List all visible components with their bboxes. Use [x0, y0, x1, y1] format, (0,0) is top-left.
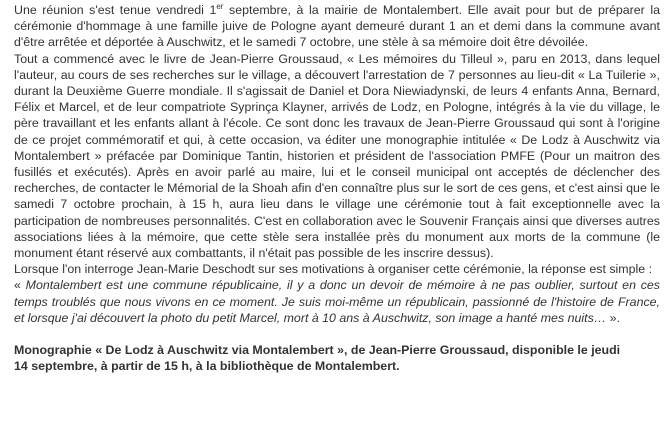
- interview-lead: Lorsque l'on interroge Jean-Marie Deschodt sur ses motivations à organiser cette cérémonie, la réponse est simple :: [14, 262, 653, 277]
- interview-paragraph: [14, 261, 660, 326]
- monograph-line-1: Monographie « De Lodz à Auschwitz via Montalembert », de Jean-Pierre Groussaud, disponible le jeudi: [14, 343, 621, 358]
- intro-paragraph: [14, 2, 660, 51]
- quote-close-mark: ».: [606, 310, 620, 325]
- intro-text-start: Une réunion s'est tenue vendredi 1: [14, 3, 217, 17]
- ordinal-superscript: er: [216, 1, 224, 11]
- history-paragraph: Tout a commencé avec le livre de Jean-Pierre Groussaud, « Les mémoires du Tilleul », paru en 2013, dans lequel l'auteur, au cours de ses recherches sur le village, a découvert l'arrestation de 7 personnes au lieu-dit « La Tuilerie », durant la Deuxième Guerre mondiale. Il s'agissait de Daniel et Dora Niewiadynski, de leurs 4 enfants Anna, Bernard, Félix et Marcel, et de leur compatriote Syprinça Klayner, arrivés de Lodz, en Pologne, intégrés à la vie du village, le père travaillant et les enfants allant à l'école. Ce sont donc les travaux de Jean-Pierre Groussaud qui sont à l'origine de ce projet commémoratif et qui, à cette occasion, va éditer une monographie intitulée « De Lodz à Auschwitz via Montalembert » préfacée par Dominique Tantin, historien et président de l'association PMFE (Pour un maitron des fusillés et exécutés). Après en avoir parlé au maire, lui et le conseil municipal ont acceptés de déclencher des recherches, de contacter le Mémorial de la Shoah afin d'en connaître plus sur le sort de ces gens, et c'est ainsi que le samedi 7 octobre prochain, à 15 h, aura lieu dans le village une cérémonie tout à fait exceptionnelle avec la participation de nombreuses personnalités. C'est en collaboration avec le Souvenir Français ainsi que diverses autres associations liées à la mémoire, que cette stèle sera installée près du monument aux morts de la commune (le monument étant réservé aux combattants, il n'était pas possible de les inscrire dessus).: [14, 51, 660, 261]
- mayor-quote: Montalembert est une commune républicaine, il y a donc un devoir de mémoire à ne pas oublier, surtout en ces temps troublés que nous vivons en ce moment. Je suis moi-même un républicain, passionné de l'histoire de France, et lorsque j'ai découvert la photo du petit Marcel, mort à 10 ans à Auschwitz, son image a hanté mes nuits…: [14, 278, 660, 325]
- monograph-line-2: 14 septembre, à partir de 15 h, à la bibliothèque de Montalembert.: [14, 359, 400, 374]
- intro-text-end: septembre, à la mairie de Montalembert. Elle avait pour but de préparer la cérémonie d'hommage à une famille juive de Pologne ayant demeuré durant 1 an et demi dans la commune avant d'être arrêtée et déportée à Auschwitz, et le samedi 7 octobre, une stèle à sa mémoire doit être dévoilée.: [14, 3, 660, 50]
- paragraph-spacer: [14, 326, 660, 342]
- monograph-announcement: [14, 342, 660, 374]
- quote-open-mark: «: [14, 278, 26, 293]
